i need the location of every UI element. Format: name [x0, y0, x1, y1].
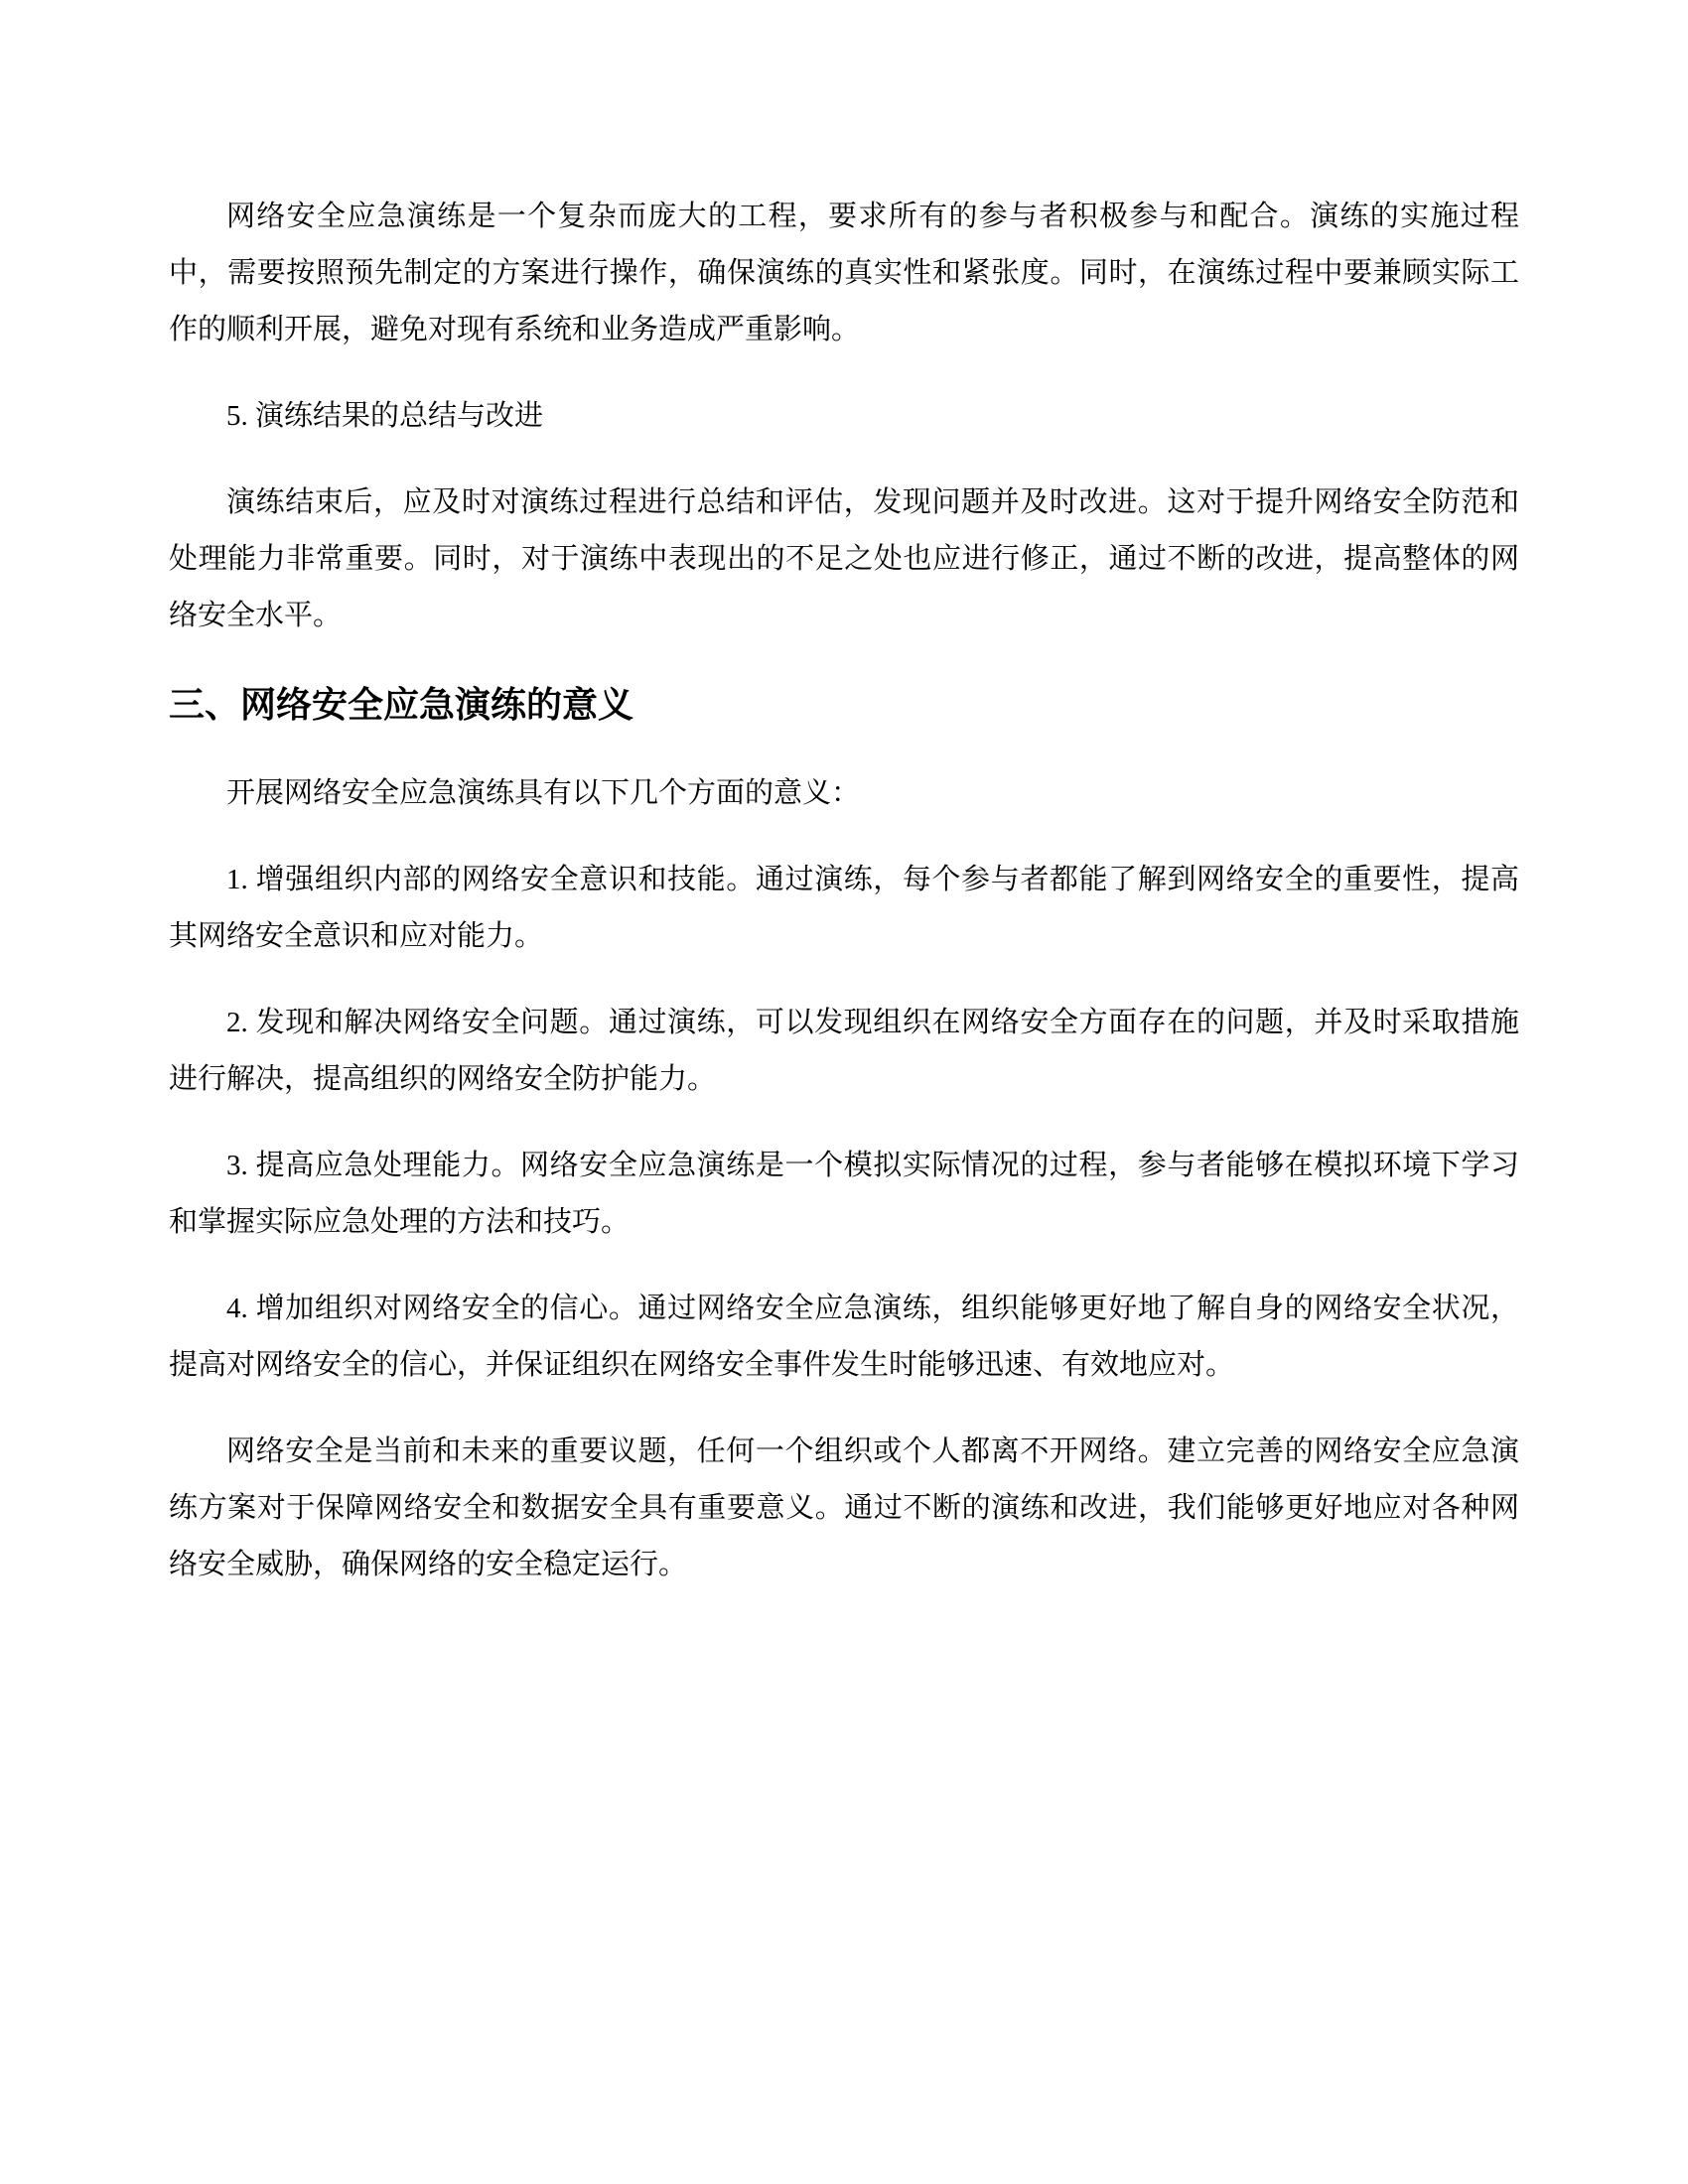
subheading-summary-improvement: 5. 演练结果的总结与改进	[226, 400, 544, 432]
paragraph-point-3-emergency-capability: 3. 提高应急处理能力。网络安全应急演练是一个模拟实际情况的过程，参与者能够在模拟环境下学习和掌握实际应急处理的方法和技巧。	[169, 1150, 1519, 1238]
paragraph-point-2-discover-problems: 2. 发现和解决网络安全问题。通过演练，可以发现组织在网络安全方面存在的问题，并及时采取措施进行解决，提高组织的网络安全防护能力。	[169, 1007, 1519, 1095]
paragraph-exercise-implementation: 网络安全应急演练是一个复杂而庞大的工程，要求所有的参与者积极参与和配合。演练的实施过程中，需要按照预先制定的方案进行操作，确保演练的真实性和紧张度。同时，在演练过程中要兼顾实际工作的顺利开展，避免对现有系统和业务造成严重影响。	[169, 201, 1519, 345]
paragraph-point-4-confidence: 4. 增加组织对网络安全的信心。通过网络安全应急演练，组织能够更好地了解自身的网络安全状况，提高对网络安全的信心，并保证组织在网络安全事件发生时能够迅速、有效地应对。	[169, 1293, 1519, 1381]
paragraph-closing: 网络安全是当前和未来的重要议题，任何一个组织或个人都离不开网络。建立完善的网络安全应急演练方案对于保障网络安全和数据安全具有重要意义。通过不断的演练和改进，我们能够更好地应对各种网络安全威胁，确保网络的安全稳定运行。	[169, 1435, 1519, 1580]
paragraph-point-1-awareness: 1. 增强组织内部的网络安全意识和技能。通过演练，每个参与者都能了解到网络安全的重要性，提高其网络安全意识和应对能力。	[169, 864, 1519, 952]
paragraph-summary-evaluation: 演练结束后，应及时对演练过程进行总结和评估，发现问题并及时改进。这对于提升网络安全防范和处理能力非常重要。同时，对于演练中表现出的不足之处也应进行修正，通过不断的改进，提高整体的网络安全水平。	[169, 486, 1519, 631]
section-heading-significance: 三、网络安全应急演练的意义	[169, 684, 634, 725]
paragraph-significance-intro: 开展网络安全应急演练具有以下几个方面的意义：	[226, 777, 861, 809]
